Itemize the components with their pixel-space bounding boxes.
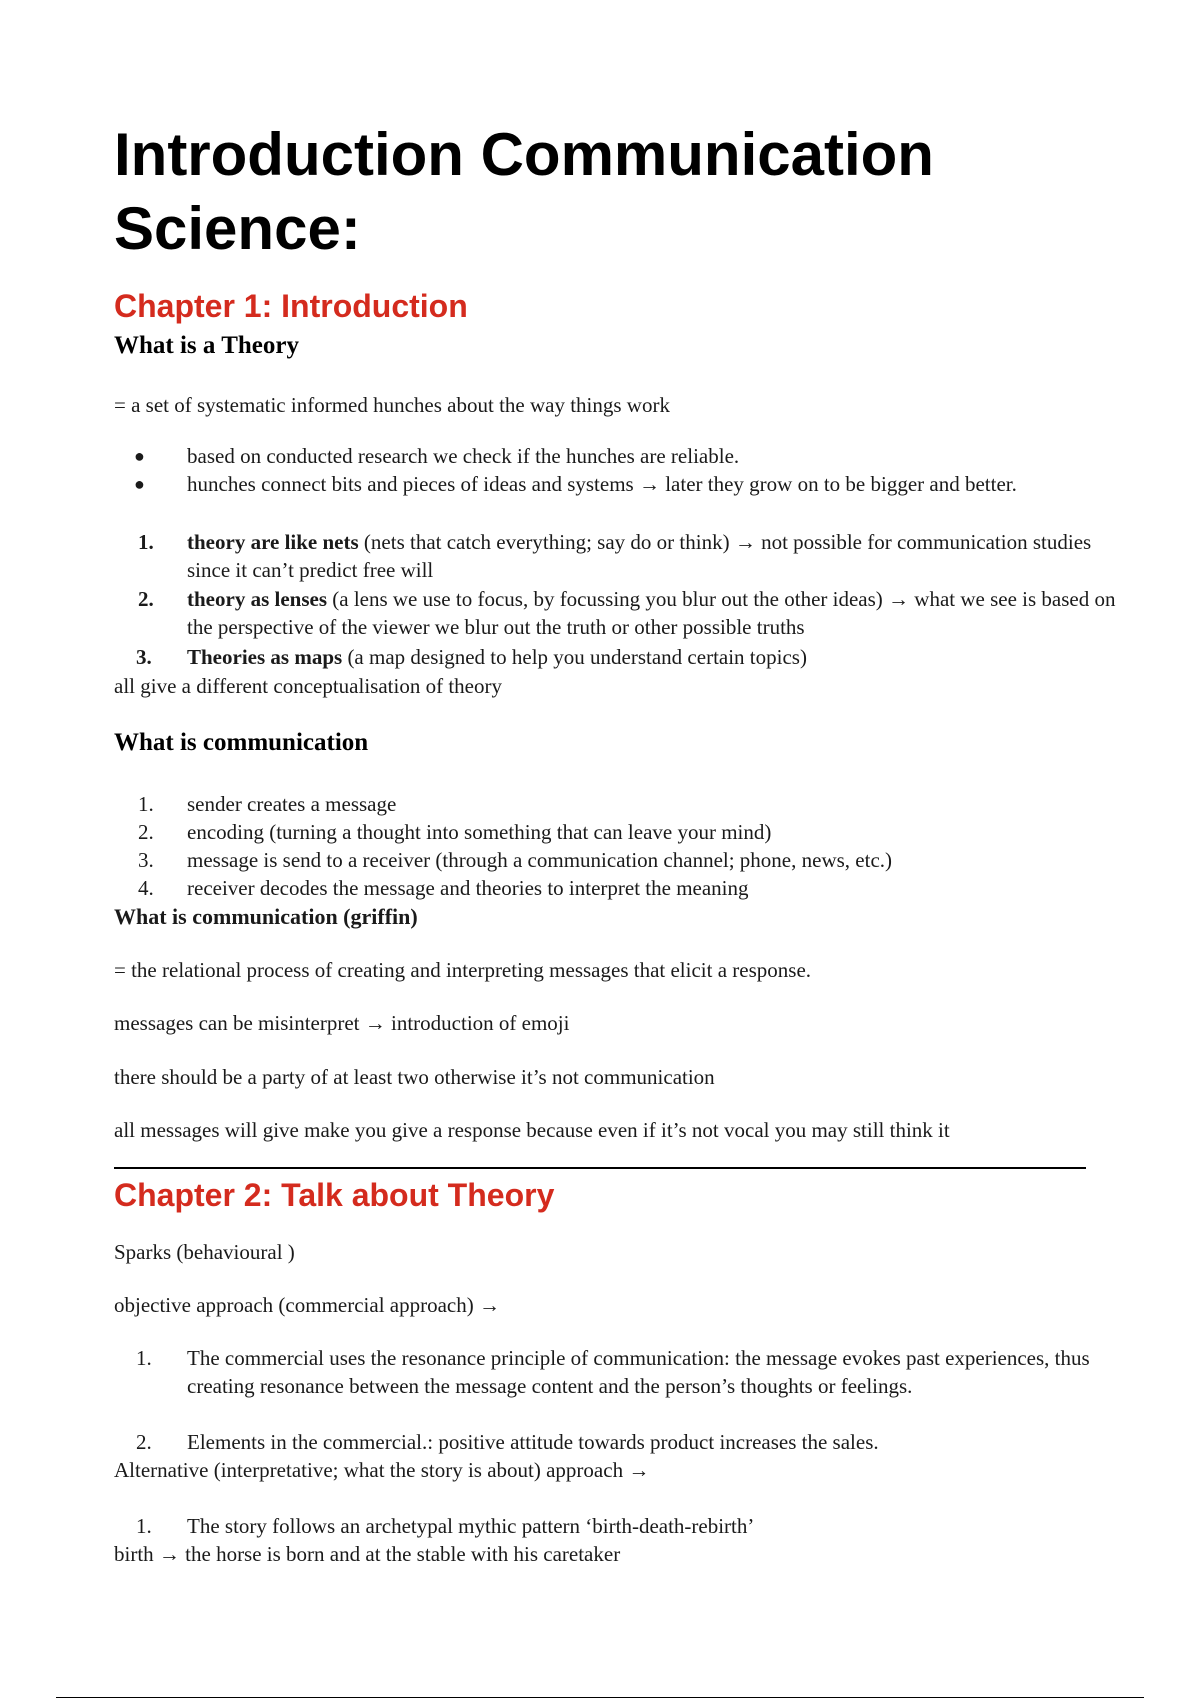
list-number: 1. — [138, 530, 154, 554]
sparks-label: Sparks (behavioural ) — [114, 1240, 295, 1264]
theory-description: (a map designed to help you understand certain topics) — [342, 645, 807, 669]
communication-subheading: What is communication — [114, 729, 369, 756]
list-item-text: hunches connect bits and pieces of ideas and systems → later they grow on to be bigger and better. — [187, 472, 1017, 496]
bullet-icon: ● — [134, 446, 145, 466]
list-item-text: message is send to a receiver (through a communication channel; phone, news, etc.) — [187, 848, 893, 872]
theory-description: (a lens we use to focus, by focussing you blur out the other ideas) → what we see is based on the perspective of the viewer we blur out the truth or other possible truths — [187, 587, 1116, 639]
list-item-text: encoding (turning a thought into something that can leave your mind) — [187, 820, 772, 844]
note-party: there should be a party of at least two otherwise it’s not communication — [114, 1065, 715, 1089]
list-number: 1. — [136, 1346, 152, 1370]
theory-term: theory as lenses — [187, 587, 327, 611]
list-number: 1. — [138, 792, 154, 816]
birth-note: birth → the horse is born and at the stable with his caretaker — [114, 1542, 621, 1566]
list-number: 3. — [138, 848, 154, 872]
page-bottom-rule — [56, 1697, 1144, 1698]
theories-summary: all give a different conceptualisation of theory — [114, 674, 502, 698]
list-item-text: based on conducted research we check if the hunches are reliable. — [187, 444, 740, 468]
list-number: 4. — [138, 876, 154, 900]
theory-term: theory are like nets — [187, 530, 359, 554]
section-divider — [114, 1167, 1086, 1169]
note-response: all messages will give make you give a response because even if it’s not vocal you may still think it — [114, 1118, 950, 1142]
list-number: 2. — [136, 1430, 152, 1454]
alternative-approach: Alternative (interpretative; what the story is about) approach → — [114, 1458, 650, 1482]
list-number: 3. — [136, 645, 152, 669]
list-item-text: receiver decodes the message and theories to interpret the meaning — [187, 876, 749, 900]
griffin-subheading: What is communication (griffin) — [114, 904, 418, 929]
bullet-icon: ● — [134, 474, 145, 494]
objective-approach: objective approach (commercial approach) → — [114, 1293, 500, 1317]
theory-definition: = a set of systematic informed hunches about the way things work — [114, 393, 670, 417]
list-item-text: The story follows an archetypal mythic pattern ‘birth-death-rebirth’ — [187, 1514, 755, 1538]
griffin-definition: = the relational process of creating and interpreting messages that elicit a response. — [114, 958, 812, 982]
theory-subheading: What is a Theory — [114, 332, 299, 359]
list-number: 2. — [138, 587, 154, 611]
note-misinterpret: messages can be misinterpret → introduction of emoji — [114, 1011, 570, 1035]
list-item-text: sender creates a message — [187, 792, 397, 816]
chapter-1-heading: Chapter 1: Introduction — [114, 288, 468, 324]
list-item-text: The commercial uses the resonance principle of communication: the message evokes past experiences, thus creating resonance between the message content and the person’s thoughts or feelings. — [187, 1346, 1090, 1398]
document-title: Introduction Communication Science: — [114, 121, 934, 262]
chapter-2-heading: Chapter 2: Talk about Theory — [114, 1177, 555, 1213]
list-number: 1. — [136, 1514, 152, 1538]
theory-term: Theories as maps — [187, 645, 343, 669]
theory-description: (nets that catch everything; say do or think) → not possible for communication studies since it can’t predict free will — [187, 530, 1092, 582]
list-item-text: Elements in the commercial.: positive attitude towards product increases the sales. — [187, 1430, 879, 1454]
list-number: 2. — [138, 820, 154, 844]
